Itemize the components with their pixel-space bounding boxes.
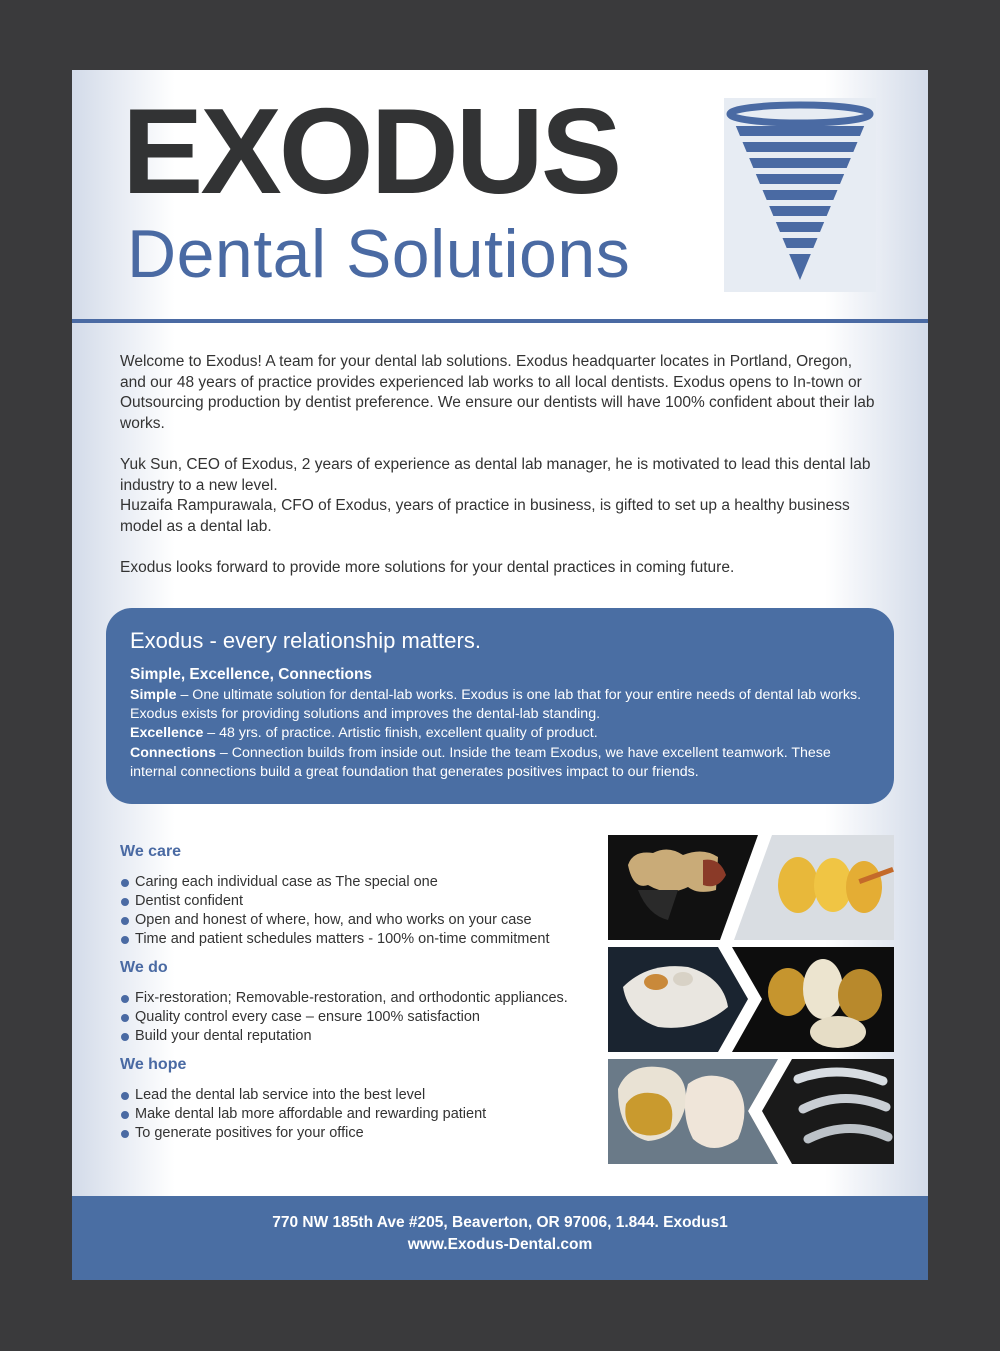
panel-title: Exodus - every relationship matters. — [130, 628, 481, 653]
list-item: Dentist confident — [120, 892, 620, 911]
list-item: Build your dental reputation — [120, 1027, 620, 1046]
list-item: Quality control every case – ensure 100% satisfaction — [120, 1008, 620, 1027]
welcome-paragraph: Welcome to Exodus! A team for your dental lab solutions. Exodus headquarter locates in Portland, Oregon, and our 48 years of practice provides experienced lab works to all local dentists. Exodus opens to In-town or Outsourcing production by dentist preference. We ensure our dentists will have 100% confident about their lab works. — [120, 353, 875, 432]
list-item: Fix-restoration; Removable-restoration, and orthodontic appliances. — [120, 989, 620, 1008]
value-item-excellence — [130, 724, 870, 743]
list-item: Make dental lab more affordable and rewarding patient — [120, 1105, 620, 1124]
value-term: Connections — [130, 744, 216, 761]
website-link[interactable]: www.Exodus-Dental.com — [407, 1236, 593, 1253]
cfo-paragraph: Huzaifa Rampurawala, CFO of Exodus, years of practice in business, is gifted to set up a healthy business model as a dental lab. — [120, 497, 850, 535]
value-text: – One ultimate solution for dental-lab works. Exodus is one lab that for your entire needs of dental lab works. Exodus exists for providing solutions and improves the dental-lab standing. — [130, 687, 862, 723]
list-item: Time and patient schedules matters - 100% on-time commitment — [120, 930, 620, 949]
service-lists — [120, 843, 620, 1153]
section-heading-we-hope: We hope — [120, 1056, 187, 1073]
panel-subtitle: Simple, Excellence, Connections — [130, 666, 373, 683]
photo-gallery — [608, 835, 894, 1171]
tornado-logo-graphic — [724, 98, 876, 292]
list-item: Open and honest of where, how, and who works on your case — [120, 911, 620, 930]
tornado-logo-icon — [724, 98, 876, 292]
value-item-connections — [130, 744, 870, 782]
ceo-paragraph: Yuk Sun, CEO of Exodus, 2 years of experience as dental lab manager, he is motivated to lead this dental lab industry to a new level. — [120, 455, 871, 494]
contact-footer — [72, 1196, 928, 1280]
we-hope-list — [120, 1086, 620, 1143]
list-item: Lead the dental lab service into the best level — [120, 1086, 620, 1105]
brand-header — [72, 70, 928, 320]
value-term: Excellence — [130, 725, 204, 742]
value-term: Simple — [130, 687, 177, 703]
future-paragraph: Exodus looks forward to provide more solutions for your dental practices in coming future. — [120, 558, 735, 576]
bridge-and-crowns-photo — [608, 835, 894, 940]
section-heading-we-care: We care — [120, 843, 182, 860]
we-care-list — [120, 873, 620, 949]
value-item-simple — [130, 686, 870, 724]
value-text: – 48 yrs. of practice. Artistic finish, excellent quality of product. — [203, 725, 598, 742]
values-panel — [106, 608, 894, 804]
list-item: Caring each individual case as The special one — [120, 873, 620, 892]
list-item: To generate positives for your office — [120, 1124, 620, 1143]
we-do-list — [120, 989, 620, 1046]
flyer-sheet — [72, 70, 928, 1280]
header-divider — [72, 319, 928, 323]
address-text: 770 NW 185th Ave #205, Beaverton, OR 97006, 1.844. Exodus1 — [272, 1214, 728, 1231]
value-text: – Connection builds from inside out. Inside the team Exodus, we have excellent teamwork. These internal connections build a great foundation that generates positives impact to our friends. — [130, 744, 831, 780]
porcelain-crowns-photo — [608, 947, 894, 1052]
brand-subtitle: Dental Solutions — [127, 216, 631, 292]
veneer-and-aligner-photo — [608, 1059, 894, 1164]
brand-title: EXODUS — [122, 83, 620, 219]
panel-body — [130, 686, 870, 782]
intro-text — [120, 352, 880, 599]
section-heading-we-do: We do — [120, 959, 168, 976]
